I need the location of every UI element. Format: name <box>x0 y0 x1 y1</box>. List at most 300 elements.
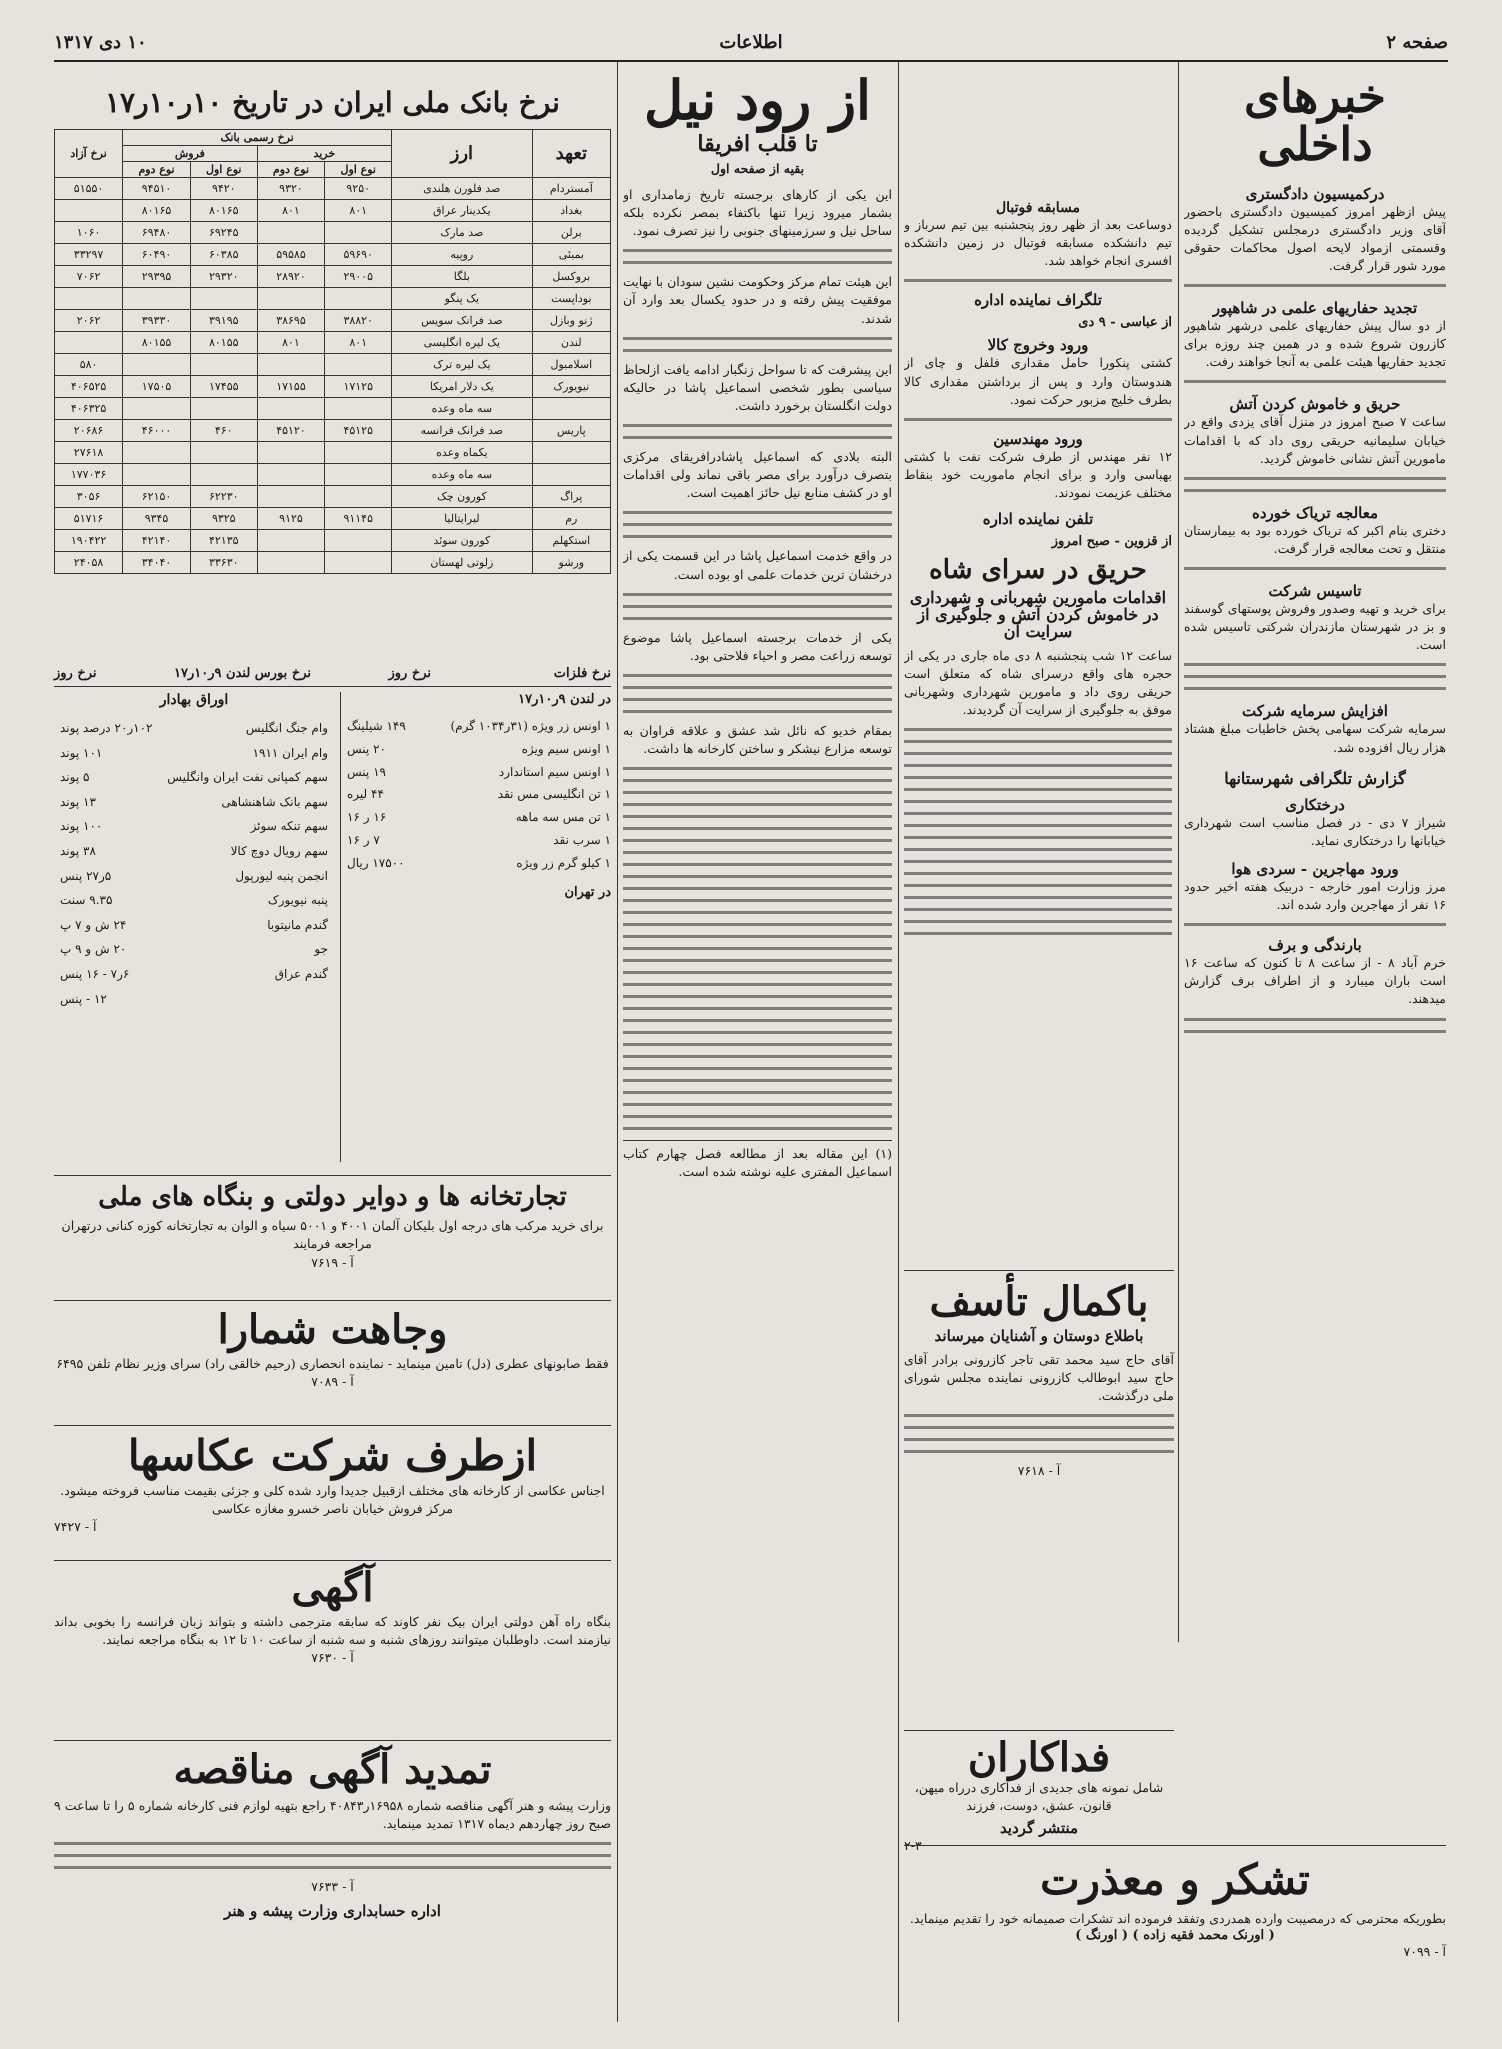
bank-rate-cell <box>190 398 257 420</box>
trade-houses-text: برای خرید مرکب های درجه اول بلیکان آلمان ۴۰۰۱ و ۵۰۰۱ سیاه و الوان به تجارتخانه کوزه کنانی درتهران مراجعه فرمایند <box>61 1218 604 1252</box>
bank-rate-cell: رم <box>532 508 610 530</box>
bank-rate-cell <box>325 552 392 574</box>
security-item: وام جنگ انگلیس <box>245 721 328 735</box>
text-line <box>904 824 1172 827</box>
security-row <box>54 716 334 741</box>
text-line <box>623 1091 892 1094</box>
bank-rate-cell: ۹۳۲۵ <box>190 508 257 530</box>
bank-rate-cell: ۵۱۵۵۰ <box>55 178 123 200</box>
section-text: سرمایه شرکت سهامی پخش خاطیات مبلغ هشتاد هزار ریال افزوده شد. <box>1184 721 1446 755</box>
text-line <box>623 424 892 427</box>
security-item: پنبه نیویورک <box>267 893 328 908</box>
col-type-second: نوع دوم <box>257 162 325 178</box>
dateline: از قزوین - صبح امروز <box>1051 534 1172 550</box>
bank-rate-row <box>55 464 611 486</box>
bank-rate-cell <box>123 464 191 486</box>
bank-rate-cell: پراگ <box>532 486 610 508</box>
bank-rate-cell <box>257 288 325 310</box>
bank-rate-cell <box>55 288 123 310</box>
text-line <box>623 349 892 352</box>
security-price: ۲۴ ش و ۷ پ <box>60 917 127 932</box>
photographers-ad <box>54 1425 611 1556</box>
bank-rate-cell: ۵۱۷۱۶ <box>55 508 123 530</box>
section-title: گزارش تلگرافی شهرستانها <box>1224 768 1406 788</box>
col-type-first: نوع اول <box>190 162 257 178</box>
bank-rate-cell: لندن <box>532 332 610 354</box>
text-line <box>904 800 1172 803</box>
column-rule <box>617 62 618 2022</box>
metal-price: ۴۴ لیره <box>347 787 384 802</box>
bank-rate-cell: ۳۰۵۶ <box>55 486 123 508</box>
bank-rate-cell <box>325 464 392 486</box>
metals-securities-section <box>54 662 611 1167</box>
text-line <box>54 1866 611 1869</box>
text-line <box>623 1127 892 1130</box>
bank-rate-cell: ۸۰۱۵۵ <box>190 332 257 354</box>
bank-rate-cell: یک لیره انگلیسی <box>392 332 533 354</box>
tender-extension-ad <box>54 1740 611 2031</box>
bank-rate-cell <box>532 442 610 464</box>
section-title: درختکاری <box>1285 795 1345 814</box>
bank-rate-cell: ۴۲۱۴۰ <box>123 530 191 552</box>
bank-rate-cell: ۳۸۸۲۰ <box>325 310 392 332</box>
text-line <box>623 959 892 962</box>
domestic-news-title: خبرهای داخلی <box>1244 69 1386 172</box>
text-line <box>54 1842 611 1845</box>
condolence-title: باکمال تأسف <box>929 1278 1149 1325</box>
col-currency: ارز <box>392 130 533 178</box>
bank-rate-cell: ۲۴۰۵۸ <box>55 552 123 574</box>
bank-rate-cell: صد فلورن هلندی <box>392 178 533 200</box>
text-line <box>904 908 1172 911</box>
bank-rate-cell: ۹۴۵۱۰ <box>123 178 191 200</box>
text-line <box>904 896 1172 899</box>
tender-text: وزارت پیشه و هنر آگهی مناقصه شماره ۱۶۹۵۸ر۴۰۸۴۳ راجع بتهیه لوازم فنی کارخانه شماره ۵ را تا ساعت ۹ صبح روز چهاردهم دیماه ۱۳۱۷ تمدید مینماید. <box>54 1798 611 1832</box>
col-free-rate: نرخ آزاد <box>55 130 123 178</box>
text-line <box>54 1854 611 1857</box>
nile-title: از رود نیل <box>643 68 872 132</box>
bank-rate-cell: ۹۴۲۰ <box>190 178 257 200</box>
thanks-text: بطوریکه محترمی که درمصیبت وارده همدردی وتفقد فرموده اند تشکرات صمیمانه خود را تقدیم مینماید. <box>909 1911 1446 1927</box>
section-title: حریق و خاموش کردن آتش <box>1229 395 1401 414</box>
bank-rate-row <box>55 200 611 222</box>
bank-rate-cell: ۴۶۰۰۰ <box>123 420 191 442</box>
text-line <box>623 686 892 689</box>
section-title: ورود وخروج کالا <box>987 336 1089 355</box>
text-line <box>623 971 892 974</box>
security-row <box>54 864 334 889</box>
condolence-subtitle: باطلاع دوستان و آشنایان میرساند <box>934 1327 1144 1345</box>
bank-rate-cell: ۶۰۴۹۰ <box>123 244 191 266</box>
section-text: مرز وزارت امور خارجه - دربیک هفته اخیر حدود ۱۶ نفر از مهاجرین وارد شده اند. <box>1184 878 1446 913</box>
bank-rate-cell: ۴۵۱۲۵ <box>325 420 392 442</box>
photographers-text: اجناس عکاسی از کارخانه های مختلف ازقبیل جدیدا وارد شده کلی و جزئی بقیمت مناسب فروخته میشود. مرکز فروش خیابان ناصر خسرو مغازه عکاسی <box>60 1483 605 1517</box>
security-price: ۱۰۱ پوند <box>60 745 103 760</box>
bank-rate-row <box>55 222 611 244</box>
bank-rate-cell: ۳۸۶۹۵ <box>257 310 325 332</box>
security-row <box>54 962 334 987</box>
bank-rate-cell: زلوتی لهستان <box>392 552 533 574</box>
bank-rate-cell: بغداد <box>532 200 610 222</box>
section-text: شیراز ۷ دی - در فصل مناسب است شهرداری خیابانها را درختکاری نماید. <box>1184 814 1446 848</box>
text-line <box>623 1019 892 1022</box>
ad-code: ۲-۳ <box>904 1838 922 1854</box>
bank-rate-cell: ۸۰۱ <box>257 332 325 354</box>
bank-rate-row <box>55 442 611 464</box>
metal-row <box>341 761 611 784</box>
dateline: از عباسی - ۹ دی <box>1078 315 1172 331</box>
bank-rate-cell: بمبئی <box>532 244 610 266</box>
section-text: دوساعت بعد از ظهر روز پنجشنبه بین تیم سرباز و تیم دانشکده مسابقه فوتبال در زمین دانشکده افسری انجام خواهد شد. <box>904 217 1172 269</box>
text-line <box>623 1103 892 1106</box>
bank-rate-cell: لیرایتالیا <box>392 508 533 530</box>
bank-rate-row <box>55 508 611 530</box>
securities-list <box>54 692 334 1162</box>
text-line <box>904 776 1172 779</box>
col-type-second: نوع دوم <box>123 162 191 178</box>
bank-rate-row <box>55 420 611 442</box>
metal-row <box>341 738 611 761</box>
bank-rate-cell: کورون سوئد <box>392 530 533 552</box>
article-paragraph: بمقام خدیو که نائل شد عشق و علاقه فراوان به توسعه مزارع نیشکر و ساختن کارخانه ها داشت. <box>623 722 892 757</box>
bank-rate-cell: ۶۲۲۳۰ <box>190 486 257 508</box>
bank-rate-cell: یک پنگو <box>392 288 533 310</box>
article-paragraph: این یکی از کارهای برجسته تاریخ زمامداری او بشمار میرود زیرا تنها باکتفاء بمصر نکرده بلکه ساحل نیل و سرزمینهای جنوبی را نیز تصرف نمود. <box>623 186 892 239</box>
bank-rate-cell: ۳۹۳۳۰ <box>123 310 191 332</box>
security-row <box>54 814 334 839</box>
bank-rate-cell <box>123 442 191 464</box>
article-paragraph: این هیئت تمام مرکز وحکومت نشین سودان با نهایت موفقیت پیش رفته و در حدود یکسال بعد وارد آن شدند. <box>623 274 892 326</box>
section-text: کشتی پنکورا حامل مقداری فلفل و چای از هندوستان وارد و پس از برداشتن مقداری کالا بطرف خلیج مزبور حرکت نمود. <box>904 355 1172 407</box>
bank-rate-cell <box>257 222 325 244</box>
text-line <box>623 875 892 878</box>
text-line <box>623 1007 892 1010</box>
metal-item: ۱ تن انگلیسی مس نقد <box>497 787 611 802</box>
bank-rate-cell: ۹۳۴۵ <box>123 508 191 530</box>
ad-code: آ - ۷۶۳۳ <box>311 1879 354 1895</box>
section-title: درکمیسیون دادگستری <box>1245 184 1385 203</box>
bank-rate-cell: سه ماه وعده <box>392 398 533 420</box>
bank-rate-row <box>55 266 611 288</box>
bank-rate-cell: ۸۰۱۵۵ <box>123 332 191 354</box>
bank-rate-cell: ۲۹۳۹۵ <box>123 266 191 288</box>
bank-rate-cell: ۱۹۰۴۲۲ <box>55 530 123 552</box>
bank-rate-cell <box>532 398 610 420</box>
bank-rate-cell: نیویورک <box>532 376 610 398</box>
bank-rate-cell <box>325 398 392 420</box>
text-line <box>623 911 892 914</box>
security-row <box>54 888 334 913</box>
security-price: ۳۸ پوند <box>60 843 96 858</box>
london-date: در لندن ۹ر۱۰ر۱۷ <box>518 692 611 707</box>
text-line <box>1184 489 1446 492</box>
security-item: سهم تنکه سوئز <box>250 819 328 834</box>
bank-rate-cell: ۸۰۱۶۵ <box>190 200 257 222</box>
bank-rate-cell: ۸۰۱ <box>325 200 392 222</box>
bank-rate-cell: ۳۳۲۹۷ <box>55 244 123 266</box>
text-line <box>623 1067 892 1070</box>
bank-rate-cell <box>325 530 392 552</box>
text-line <box>623 887 892 890</box>
bank-rate-cell <box>257 398 325 420</box>
section-text: ۱۲ نفر مهندس از طرف شرکت نفت با کشتی بهباسی وارد و برای انجام ماموریت خود بنقاط مختلف عزیمت نمودند. <box>904 448 1172 500</box>
metal-item: ۱ تن مس سه ماهه <box>515 810 611 825</box>
metals-list <box>340 692 611 1162</box>
text-line <box>623 261 892 264</box>
bank-rate-cell <box>123 288 191 310</box>
security-item: سهم کمپانی نفت ایران وانگلیس <box>167 770 328 785</box>
text-line <box>623 815 892 818</box>
bank-rate-cell <box>257 354 325 376</box>
metal-price: ۱۹ پنس <box>347 764 386 779</box>
bank-rate-cell <box>532 464 610 486</box>
bank-rate-cell: ۹۱۱۴۵ <box>325 508 392 530</box>
metal-item: ۱ اونس زر ویژه (۳۱ر۱۰۳۴ گرم) <box>450 719 611 733</box>
security-row <box>54 765 334 790</box>
bank-rate-cell <box>325 222 392 244</box>
beauty-soap-ad <box>54 1300 611 1421</box>
metal-row <box>341 783 611 806</box>
beauty-soap-text: فقط صابونهای عطری (دل) تامین مینماید - نماینده انحصاری (رحیم خالقی راد) سرای وزیر نظام تلفن ۶۴۹۵ <box>56 1356 609 1371</box>
bank-rate-cell <box>123 354 191 376</box>
metal-price: ۷ ر ۱۶ <box>347 832 380 847</box>
text-line <box>904 836 1172 839</box>
bank-rate-cell: ۷۰۶۲ <box>55 266 123 288</box>
trade-houses-ad <box>54 1175 611 1296</box>
bank-rate-cell: ۴۲۱۳۵ <box>190 530 257 552</box>
text-line <box>1184 687 1446 690</box>
ad-code: آ - ۷۴۲۷ <box>54 1519 97 1535</box>
bank-rate-cell: اسلامبول <box>532 354 610 376</box>
metal-item: ۱ سرب نقد <box>553 832 611 847</box>
article-paragraph: این پیشرفت که تا سواحل زنگبار ادامه یافت ازلحاظ سیاسی بطور شخصی اسماعیل پاشا در حالیکه دولت انگلستان برخورد داشت. <box>623 361 892 413</box>
text-line <box>623 593 892 596</box>
text-line <box>1184 1018 1446 1021</box>
text-line <box>904 812 1172 815</box>
bank-rate-cell: صد فرانک فرانسه <box>392 420 533 442</box>
tender-footer: اداره حسابداری وزارت پیشه و هنر <box>224 1902 441 1921</box>
text-line <box>904 1438 1174 1441</box>
bank-rate-row <box>55 552 611 574</box>
bank-rate-cell: ۴۶۰ <box>190 420 257 442</box>
continuation-note: بقیه از صفحه اول <box>710 160 805 176</box>
tehran-label: در تهران <box>564 884 611 900</box>
bank-rates-title: نرخ بانک ملی ایران در تاریخ ۱۰ر۱۰ر۱۷ <box>105 86 560 119</box>
metal-price: ۱۶ ر ۱۶ <box>347 810 387 825</box>
text-line <box>1184 284 1446 287</box>
bank-rate-cell <box>257 464 325 486</box>
text-line <box>623 1079 892 1082</box>
text-line <box>623 839 892 842</box>
bank-rate-cell <box>257 530 325 552</box>
railway-notice-ad <box>54 1560 611 1736</box>
col-buy: خرید <box>257 146 391 162</box>
bank-rate-cell: ۱۰۶۰ <box>55 222 123 244</box>
article-paragraph: یکی از خدمات برجسته اسماعیل پاشا موضوع توسعه زراعت مصر و احیاء فلاحتی بود. <box>623 629 892 663</box>
col-sell: فروش <box>123 146 257 162</box>
photographers-title: ازطرف شرکت عکاسها <box>127 1431 538 1480</box>
bank-rate-cell <box>257 486 325 508</box>
text-line <box>904 884 1172 887</box>
text-line <box>623 523 892 526</box>
metals-title: نرخ فلزات <box>553 666 611 681</box>
text-line <box>904 1426 1174 1429</box>
section-text: پیش ازظهر امروز کمیسیون دادگستری باحضور آقای وزیر دادگستری درمجلس تشکیل گردیده وقسمتی ازمواد لایحه اصول محاکمات حقوقی مورد شور قرار گرفت. <box>1184 203 1446 273</box>
security-item: جو <box>314 942 328 957</box>
text-line <box>904 1414 1174 1417</box>
text-line <box>623 249 892 252</box>
security-item: سهم بانک شاهنشاهی <box>221 794 328 809</box>
bank-rate-cell: ۳۳۶۳۰ <box>190 552 257 574</box>
text-line <box>904 764 1172 767</box>
text-line <box>623 337 892 340</box>
metal-rows <box>341 715 611 875</box>
section-text: خرم آباد ۸ - از ساعت ۸ تا کنون که ساعت ۱۶ است باران میبارد و از اطراف برف گزارش میدهند. <box>1184 955 1446 1007</box>
text-line <box>1184 675 1446 678</box>
beauty-soap-title: وجاهت شمارا <box>217 1306 448 1353</box>
bank-rate-cell: ۸۰۱ <box>325 332 392 354</box>
bank-rate-cell: ۶۰۳۸۵ <box>190 244 257 266</box>
notice-text: بنگاه راه آهن دولتی ایران بیک نفر کاوند که سابقه مترجمی داشته و بتواند زبان فرانسه را بخوبی بداند نیازمند است. داوطلبان میتوانند روزهای شنبه و سه شنبه از ساعت ۱۰ تا ۱۲ به بنگاه مراجعه نمایند. <box>54 1614 611 1648</box>
text-line <box>904 728 1172 731</box>
text-line <box>623 923 892 926</box>
metal-row <box>341 715 611 738</box>
bank-rate-cell: استکهلم <box>532 530 610 552</box>
fadakaran-status: منتشر گردید <box>999 1819 1079 1838</box>
newspaper-name: اطلاعات <box>719 32 783 53</box>
bank-rate-cell: ۳۴۰۴۰ <box>123 552 191 574</box>
bank-rate-cell: ژنو وبازل <box>532 310 610 332</box>
bank-rate-cell: ۸۰۱۶۵ <box>123 200 191 222</box>
col-type-first: نوع اول <box>325 162 392 178</box>
nile-subtitle: تا قلب افریقا <box>697 130 818 157</box>
text-line <box>904 920 1172 923</box>
bank-rates-table <box>54 129 611 574</box>
bank-rate-cell <box>325 486 392 508</box>
bank-rate-cell <box>325 288 392 310</box>
text-line <box>1184 477 1446 480</box>
ad-code: آ - ۷۶۱۸ <box>1017 1463 1061 1479</box>
bank-rate-cell <box>190 464 257 486</box>
telegraph-column <box>904 200 1172 1270</box>
text-line <box>623 710 892 713</box>
bank-rate-cell: یکدینار عراق <box>392 200 533 222</box>
text-line <box>904 279 1172 282</box>
section-title: ورود مهندسین <box>993 429 1083 448</box>
text-line <box>623 436 892 439</box>
text-line <box>623 995 892 998</box>
ad-code: آ - ۷۶۳۰ <box>311 1650 354 1666</box>
bank-rate-cell: سه ماه وعده <box>392 464 533 486</box>
bank-rate-cell: آمستردام <box>532 178 610 200</box>
bank-rate-cell <box>123 398 191 420</box>
bank-rate-cell <box>325 442 392 464</box>
bank-rate-cell: یک دلار امریکا <box>392 376 533 398</box>
section-title: افزایش سرمایه شرکت <box>1242 702 1388 721</box>
condolence-text: آقای حاج سید محمد تقی تاجر کازرونی برادر آقای حاج سید ابوطالب کازرونی نماینده مجلس شورای ملی درگذشت. <box>904 1351 1174 1403</box>
bank-rate-row <box>55 178 611 200</box>
bank-rate-cell: ۱۷۴۵۵ <box>190 376 257 398</box>
security-price: ۱۳ پوند <box>60 794 96 809</box>
section-text: ساعت ۷ صبح امروز در منزل آقای یزدی واقع در خیابان سلیمانیه حریقی روی داد که با اقدامات مامورین آتش نشانی خاموش گردید. <box>1184 414 1446 466</box>
text-line <box>623 1043 892 1046</box>
bank-rate-row <box>55 332 611 354</box>
security-row <box>54 913 334 938</box>
text-line <box>623 605 892 608</box>
security-price: ۶ر۷ - ۱۶ پنس <box>60 966 130 981</box>
bank-rate-cell: ۲۷۶۱۸ <box>55 442 123 464</box>
security-price: ۹.۳۵ سنت <box>60 893 113 908</box>
text-line <box>623 803 892 806</box>
text-line <box>904 418 1172 421</box>
security-row <box>54 839 334 864</box>
security-price: ۲۰ ش و ۹ پ <box>60 942 127 957</box>
text-line <box>904 848 1172 851</box>
bank-rate-cell: ۴۰۶۵۲۵ <box>55 376 123 398</box>
bank-rate-cell: صد مارک <box>392 222 533 244</box>
bank-rate-row <box>55 310 611 332</box>
security-row <box>54 790 334 815</box>
bank-rate-cell: ۹۱۲۵ <box>257 508 325 530</box>
bank-rate-cell <box>190 354 257 376</box>
bank-rate-cell: ۲۸۹۲۰ <box>257 266 325 288</box>
bank-rate-cell: ورشو <box>532 552 610 574</box>
security-item: گندم عراق <box>274 966 328 981</box>
text-line <box>1184 380 1446 383</box>
text-line <box>623 1115 892 1118</box>
notice-title: آگهی <box>291 1564 374 1611</box>
text-line <box>904 860 1172 863</box>
bank-rate-row <box>55 376 611 398</box>
text-line <box>904 872 1172 875</box>
metals-header <box>54 662 611 687</box>
article-paragraph: در واقع خدمت اسماعیل پاشا در این قسمت یکی از درخشان ترین خدمات علمی او بوده است. <box>623 548 892 582</box>
col-commit: تعهد <box>532 130 610 178</box>
col-official-rate: نرخ رسمی بانک <box>123 130 392 146</box>
security-item: وام ایران ۱۹۱۱ <box>252 745 328 760</box>
securities-rows <box>54 716 334 1011</box>
section-text: از دو سال پیش حفاریهای علمی درشهر شاهپور کازرون شروع شده و در همین چند روزه برای تجدید حفاریها هیئت علمی به آنجا خواهند رفت. <box>1184 318 1446 370</box>
thanks-title: تشکر و معذرت <box>1040 1855 1310 1904</box>
bank-rate-cell: ۳۹۱۹۵ <box>190 310 257 332</box>
text-line <box>623 983 892 986</box>
metal-row <box>341 852 611 875</box>
footnote: (۱) این مقاله بعد از مطالعه فصل چهارم کتاب اسماعیل المفتری علیه نوشته شده است. <box>623 1140 892 1181</box>
bank-rate-cell: بروکسل <box>532 266 610 288</box>
bank-rate-cell: کورون چک <box>392 486 533 508</box>
telegraph-label: تلگراف نماینده اداره <box>974 291 1102 310</box>
text-line <box>1184 663 1446 666</box>
bank-rate-cell <box>257 442 325 464</box>
bank-rates-section <box>54 66 611 656</box>
exchange-date: نرخ بورس لندن ۹ر۱۰ر۱۷ <box>174 666 311 681</box>
bank-rate-cell: ۴۰۶۳۲۵ <box>55 398 123 420</box>
thanks-notice <box>904 1845 1446 2026</box>
bank-rate-cell: ۹۲۵۰ <box>325 178 392 200</box>
security-row <box>54 741 334 766</box>
bank-rate-row <box>55 354 611 376</box>
section-title: معالجه تریاک خورده <box>1251 503 1378 522</box>
metal-item: ۱ اونس سیم استاندارد <box>498 764 611 779</box>
text-line <box>623 851 892 854</box>
bank-rate-cell: ۵۹۶۹۰ <box>325 244 392 266</box>
bank-rate-cell: ۶۲۱۵۰ <box>123 486 191 508</box>
text-line <box>623 899 892 902</box>
section-title: تجدید حفاریهای علمی در شاهپور <box>1212 299 1418 318</box>
bank-rate-row <box>55 530 611 552</box>
bank-rate-cell: ۶۹۴۸۰ <box>123 222 191 244</box>
fadakaran-title: فداکاران <box>967 1734 1111 1781</box>
